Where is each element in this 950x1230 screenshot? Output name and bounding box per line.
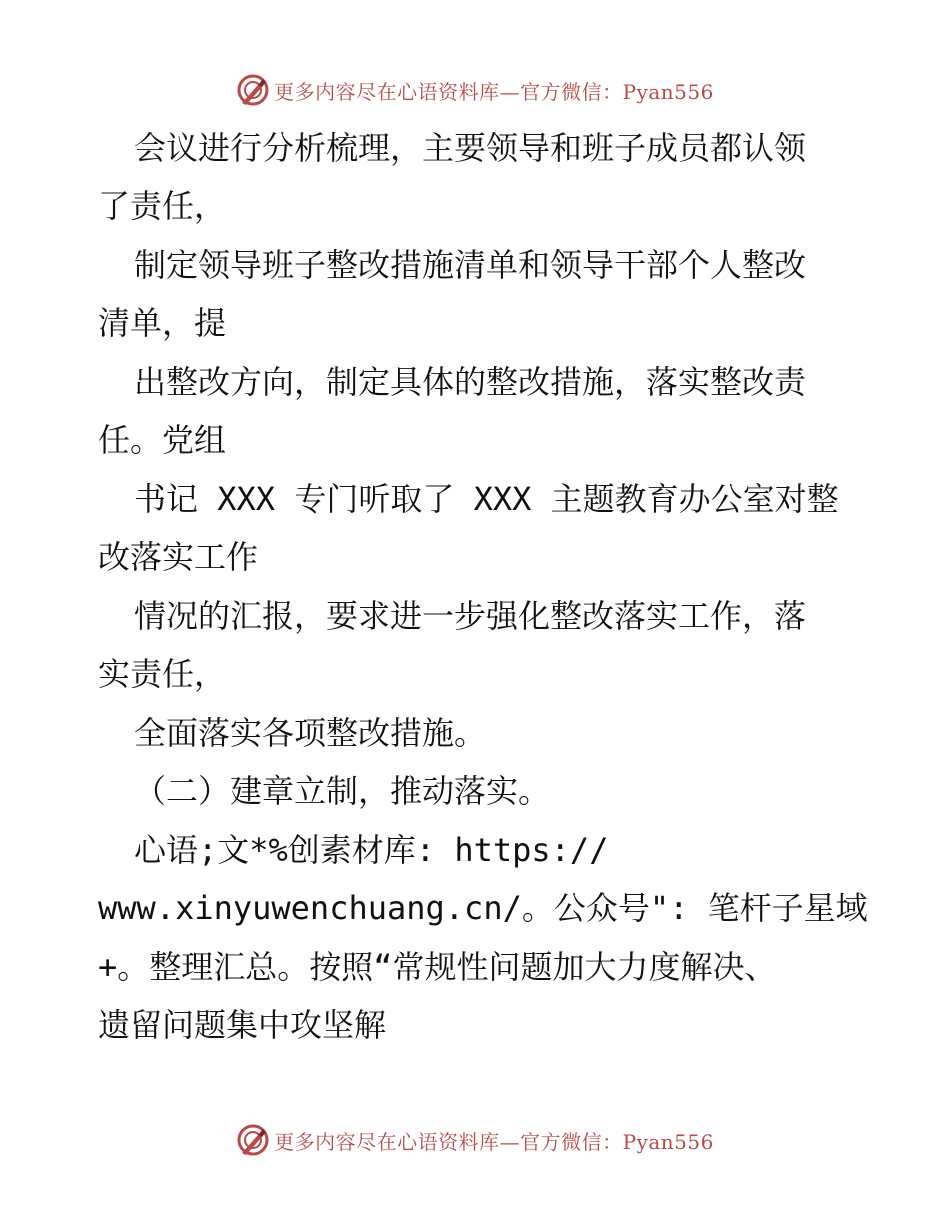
body-line: 制定领导班子整改措施清单和领导干部个人整改: [134, 246, 807, 284]
body-line: +。整理汇总。按照“常规性问题加大力度解决、: [98, 948, 777, 986]
body-line: 心语;文*%创素材库: https://: [134, 831, 609, 869]
body-line: 会议进行分析梳理，主要领导和班子成员都认领: [134, 129, 807, 167]
body-line: 清单，提: [98, 304, 227, 342]
body-line: 全面落实各项整改措施。: [134, 714, 487, 752]
footer-watermark-text: 更多内容尽在心语资料库—官方微信：Pyan556: [274, 1129, 714, 1154]
body-line: 书记 XXX 专门听取了 XXX 主题教育办公室对整: [134, 480, 839, 518]
pen-seal-logo-icon: [236, 1123, 270, 1157]
body-line: 任。党组: [98, 421, 227, 459]
footer-watermark: [0, 1120, 950, 1160]
body-line: www.xinyuwenchuang.cn/。公众号": 笔杆子星域: [98, 889, 868, 927]
body-line: 遗留问题集中攻坚解: [98, 1006, 387, 1044]
body-line: 改落实工作: [98, 538, 259, 576]
header-watermark: [0, 70, 950, 110]
body-line: 情况的汇报，要求进一步强化整改落实工作，落: [134, 597, 807, 635]
pen-seal-logo-icon: [236, 73, 270, 107]
body-line: 实责任，: [98, 655, 227, 693]
body-line: 出整改方向，制定具体的整改措施，落实整改责: [134, 363, 807, 401]
header-watermark-text: 更多内容尽在心语资料库—官方微信：Pyan556: [274, 79, 714, 104]
section-heading: （二）建章立制，推动落实。: [134, 772, 551, 810]
body-line: 了责任，: [98, 187, 227, 225]
